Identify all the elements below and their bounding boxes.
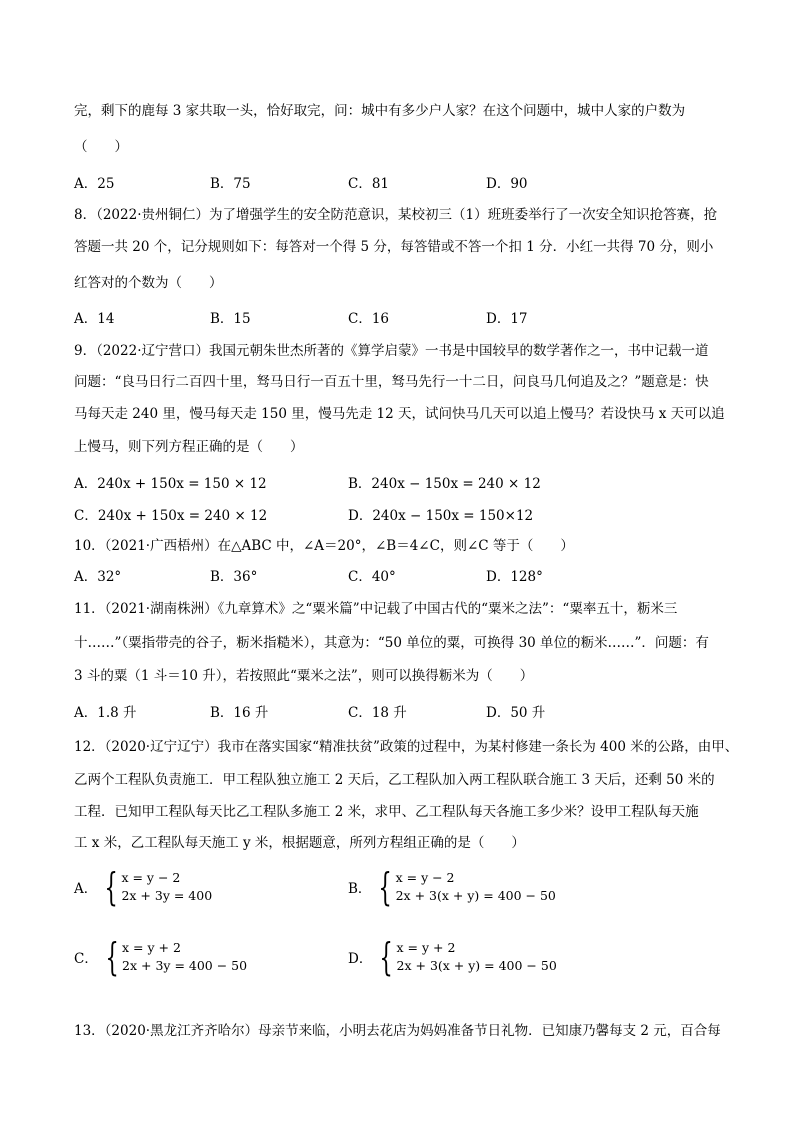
q11-option-c: C．18 升 (348, 705, 407, 721)
left-brace: { (105, 935, 119, 979)
q11-option-a: A．1.8 升 (74, 705, 137, 721)
q11-text-line-2: 十……”（粟指带壳的谷子，粝米指糙米），其意为：“50 单位的粟，可换得 30 单位的粝米……”．问题：有 (74, 635, 709, 651)
q7-answer-paren: （ ） (74, 139, 128, 155)
equation-2: 2x + 3(x + y) = 400 − 50 (396, 958, 557, 973)
q8-option-c: C．16 (348, 311, 390, 327)
q9-option-a: A．240x + 150x = 150 × 12 (74, 476, 267, 492)
q12-text-line-3: 工程．已知甲工程队每天比乙工程队多施工 2 米，求甲、乙工程队每天各施工多少米？设甲工程队每天施 (74, 804, 699, 820)
q8-option-d: D．17 (486, 311, 528, 327)
equation-2: 2x + 3(x + y) = 400 − 50 (395, 888, 556, 903)
q12-text-line-1: 12．（2020·辽宁辽宁）我市在落实国家“精准扶贫”政策的过程中，为某村修建一条长为 400 米的公路，由甲、 (74, 739, 739, 755)
q11-text-line-1: 11．（2021·湖南株洲）《九章算术》之“粟米篇”中记载了中国古代的“粟米之法”：“粟率五十，粝米三 (74, 601, 678, 617)
q9-option-b: B．240x − 150x = 240 × 12 (348, 476, 541, 492)
equation-1: x = y + 2 (396, 940, 456, 955)
equation-system (397, 939, 557, 975)
left-brace: { (104, 865, 118, 909)
q9-text-line-2: 问题：“良马日行二百四十里，驽马日行一百五十里，驽马先行一十二日，问良马几何追及之？”题意是：快 (74, 374, 709, 390)
option-label: D． (348, 951, 373, 967)
q10-option-a: A．32° (74, 569, 122, 585)
q8-option-a: A．14 (74, 311, 115, 327)
equation-system (122, 939, 247, 975)
equation-1: x = y − 2 (395, 870, 455, 885)
option-label: B． (348, 881, 372, 897)
q12-text-line-2: 乙两个工程队负责施工．甲工程队独立施工 2 天后，乙工程队加入两工程队联合施工 3 天后，还剩 50 米的 (74, 772, 715, 788)
q8-text-line-3: 红答对的个数为（ ） (74, 275, 223, 291)
q13-text-line-1: 13．（2020·黑龙江齐齐哈尔）母亲节来临，小明去花店为妈妈准备节日礼物．已知康乃馨每支 2 元，百合每 (74, 1023, 721, 1039)
equation-2: 2x + 3y = 400 (121, 888, 213, 903)
option-label: C． (74, 951, 98, 967)
option-label: A． (74, 881, 98, 897)
q9-option-d: D．240x − 150x = 150×12 (348, 508, 534, 524)
q12-text-line-4: 工 x 米，乙工程队每天施工 y 米，根据题意，所列方程组正确的是（ ） (74, 835, 525, 851)
q12-option-c (74, 935, 248, 979)
q10-option-d: D．128° (486, 569, 543, 585)
left-brace: { (379, 935, 394, 979)
equation-system (121, 869, 212, 905)
equation-system (396, 869, 556, 905)
q12-option-a (74, 865, 213, 909)
equation-1: x = y − 2 (121, 870, 181, 885)
q7-option-c: C．81 (348, 176, 390, 192)
q8-text-line-2: 答题一共 20 个，记分规则如下：每答对一个得 5 分，每答错或不答一个扣 1 分．小红一共得 70 分，则小 (74, 239, 714, 255)
q10-option-b: B．36° (210, 569, 258, 585)
q11-text-line-3: 3 斗的粟（1 斗＝10 升），若按照此“粟米之法”，则可以换得粝米为（ ） (74, 668, 534, 684)
q9-text-line-4: 上慢马，则下列方程正确的是（ ） (74, 439, 304, 455)
left-brace: { (378, 865, 393, 909)
q7-option-a: A．25 (74, 176, 115, 192)
q7-option-d: D．90 (486, 176, 528, 192)
equation-2: 2x + 3y = 400 − 50 (122, 958, 248, 973)
q7-option-b: B．75 (210, 176, 251, 192)
q8-option-b: B．15 (210, 311, 251, 327)
q11-option-b: B．16 升 (210, 705, 269, 721)
q10-option-c: C．40° (348, 569, 396, 585)
equation-1: x = y + 2 (122, 940, 181, 955)
q11-option-d: D．50 升 (486, 705, 546, 721)
q9-option-c: C．240x + 150x = 240 × 12 (74, 508, 268, 524)
q12-option-d (348, 935, 557, 979)
q9-text-line-3: 马每天走 240 里，慢马每天走 150 里，慢马先走 12 天，试问快马几天可以追上慢马？若设快马 x 天可以追 (74, 406, 725, 422)
q9-text-line-1: 9．（2022·辽宁营口）我国元朝朱世杰所著的《算学启蒙》一书是中国较早的数学著作之一，书中记载一道 (74, 343, 709, 359)
q8-text-line-1: 8．（2022·贵州铜仁）为了增强学生的安全防范意识，某校初三（1）班班委举行了一次安全知识抢答赛，抢 (74, 207, 718, 223)
q7-text-line-1: 完，剩下的鹿每 3 家共取一头，恰好取完，问：城中有多少户人家？在这个问题中，城中人家的户数为 (74, 103, 686, 119)
q10-text-line-1: 10．（2021·广西梧州）在△ABC 中，∠A＝20°，∠B＝4∠C，则∠C 等于（ ） (74, 538, 574, 554)
q12-option-b (348, 865, 556, 909)
